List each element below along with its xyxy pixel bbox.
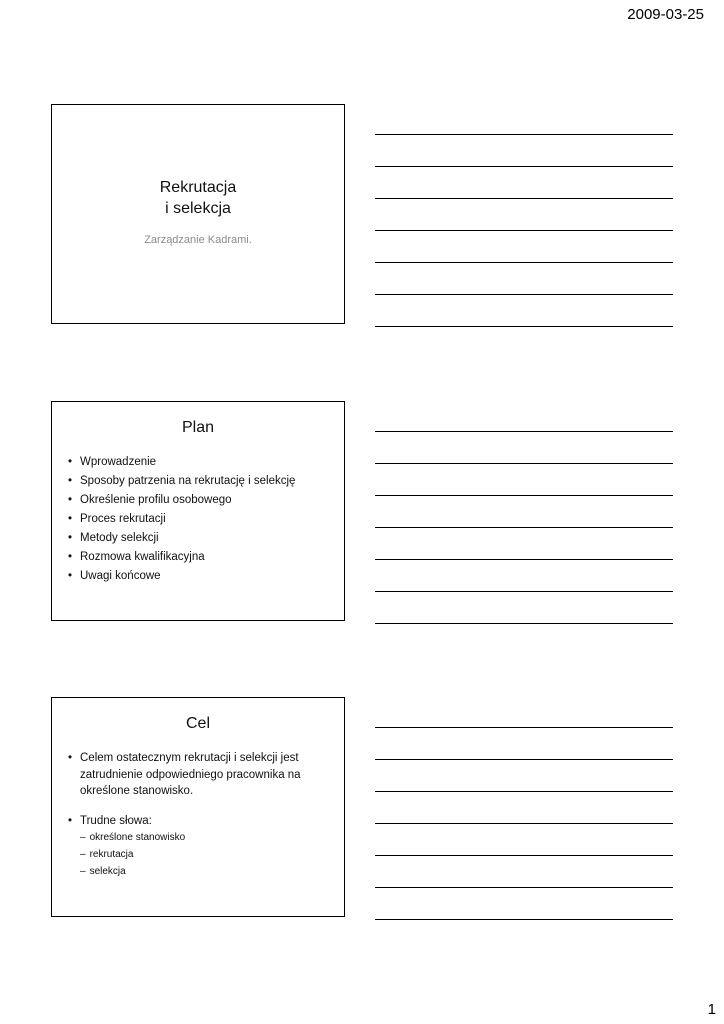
slide-2-bullet-list (66, 453, 334, 586)
note-line (375, 591, 673, 592)
bullet-icon: • (68, 475, 73, 487)
sub-item-text: określone stanowisko (89, 832, 186, 843)
note-line (375, 463, 673, 464)
note-line (375, 623, 673, 624)
note-line (375, 919, 673, 920)
note-line (375, 887, 673, 888)
dash-icon: – (80, 832, 86, 843)
note-line (375, 198, 673, 199)
note-line (375, 230, 673, 231)
bullet-item (66, 529, 334, 548)
sub-item (66, 863, 330, 880)
bullet-item (66, 567, 334, 586)
slide-2-title: Plan (181, 419, 215, 436)
bullet-text: Wprowadzenie (80, 456, 157, 468)
bullet-text: Rozmowa kwalifikacyjna (80, 551, 205, 563)
bullet-icon: • (68, 814, 73, 827)
dash-icon: – (80, 866, 86, 877)
bullet-item (66, 813, 330, 830)
bullet-icon: • (68, 513, 73, 525)
note-line (375, 855, 673, 856)
slide-2-plan (51, 401, 345, 621)
slide-1-title-line-1: Rekrutacja (159, 179, 237, 196)
note-line (375, 759, 673, 760)
sub-item-text: rekrutacja (89, 849, 134, 860)
note-line (375, 559, 673, 560)
slide-1-subtitle: Zarządzanie Kadrami. (144, 234, 252, 246)
slide-3-cel (51, 697, 345, 917)
slide-1-title (52, 177, 344, 219)
note-line (375, 727, 673, 728)
note-line (375, 527, 673, 528)
slide-1-title-slide (51, 104, 345, 324)
bullet-item (66, 453, 334, 472)
note-line (375, 134, 673, 135)
page-number: 1 (707, 1001, 716, 1018)
note-line (375, 326, 673, 327)
header-date: 2009-03-25 (627, 6, 704, 23)
bullet-icon: • (68, 532, 73, 544)
note-line (375, 262, 673, 263)
note-line (375, 431, 673, 432)
bullet-text: Proces rekrutacji (80, 513, 166, 525)
bullet-text: Celem ostatecznym rekrutacji i selekcji jest zatrudnienie odpowiedniego pracownika na określone stanowisko. (80, 752, 301, 797)
bullet-text: Uwagi końcowe (80, 570, 161, 582)
bullet-text: Sposoby patrzenia na rekrutację i selekcję (80, 475, 296, 487)
slide-1-title-line-2: i selekcja (165, 200, 231, 217)
bullet-text: Metody selekcji (80, 532, 159, 544)
bullet-item (66, 548, 334, 567)
note-line (375, 823, 673, 824)
bullet-item (66, 491, 334, 510)
bullet-icon: • (68, 752, 73, 764)
bullet-item (66, 472, 334, 491)
note-line (375, 495, 673, 496)
dash-icon: – (80, 849, 86, 860)
bullet-icon: • (68, 494, 73, 506)
note-line (375, 166, 673, 167)
slide-3-title: Cel (185, 715, 210, 732)
bullet-icon: • (68, 456, 73, 468)
bullet-text: Trudne słowa: (80, 814, 152, 827)
bullet-item (66, 510, 334, 529)
sub-item-text: selekcja (89, 866, 126, 877)
bullet-text: Określenie profilu osobowego (80, 494, 232, 506)
slide-3-body (66, 750, 330, 880)
note-line (375, 791, 673, 792)
sub-item (66, 829, 330, 846)
bullet-icon: • (68, 570, 73, 582)
sub-item (66, 846, 330, 863)
bullet-icon: • (68, 551, 73, 563)
note-line (375, 294, 673, 295)
bullet-item (66, 750, 330, 800)
